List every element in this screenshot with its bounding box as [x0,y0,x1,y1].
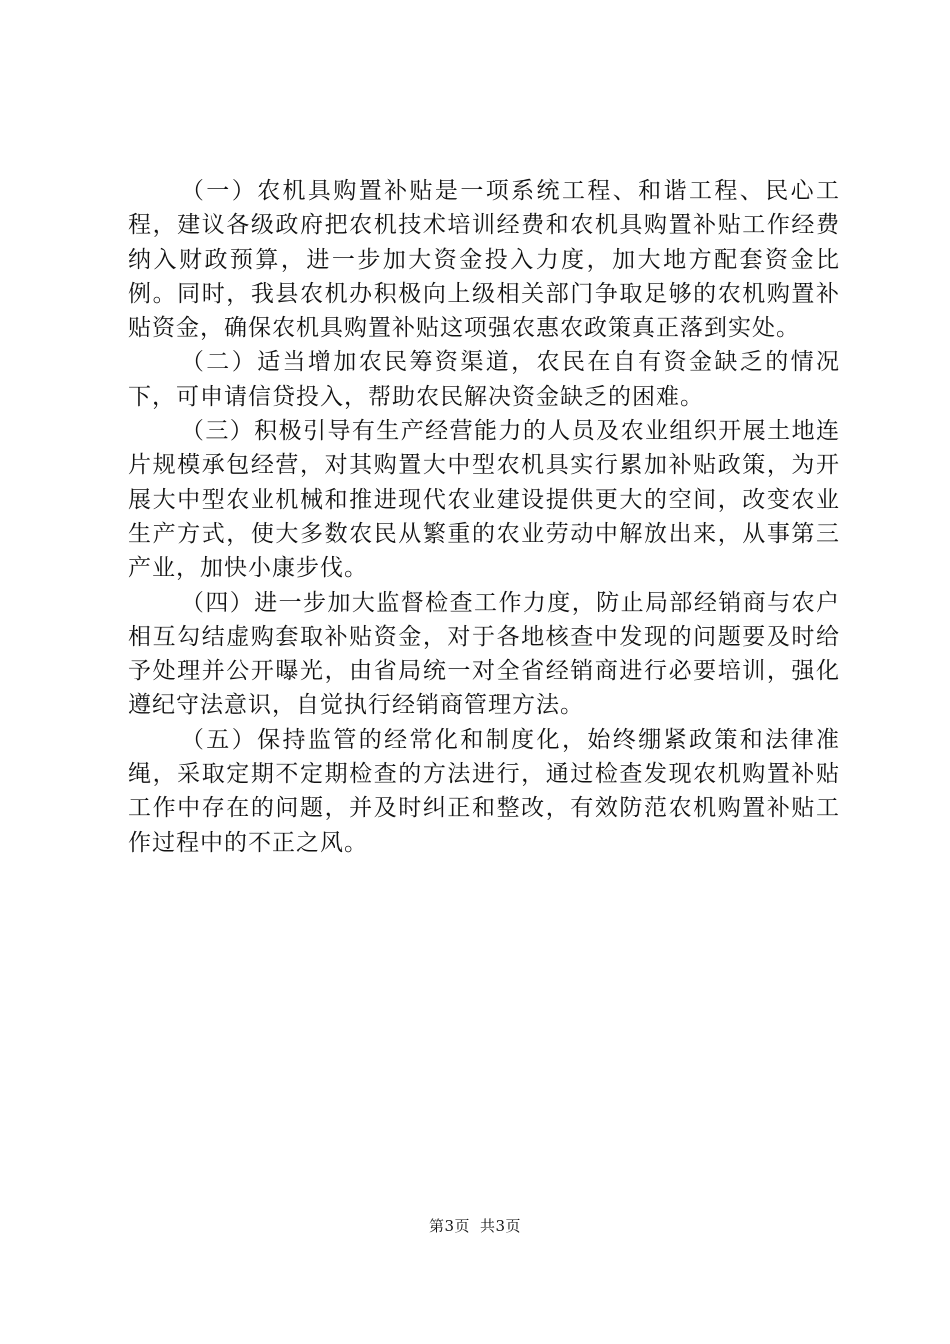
page-number: 第3页 [428,1217,470,1235]
document-body [128,174,840,860]
paragraph-5: （五）保持监管的经常化和制度化，始终绷紧政策和法律准绳，采取定期不定期检查的方法进行，通过检查发现农机购置补贴工作中存在的问题，并及时纠正和整改，有效防范农机购置补贴工作过程中的不正之风。 [128,726,840,856]
paragraph-3: （三）积极引导有生产经营能力的人员及农业组织开展土地连片规模承包经营，对其购置大中型农机具实行累加补贴政策，为开展大中型农业机械和推进现代农业建设提供更大的空间，改变农业生产方式，使大多数农民从繁重的农业劳动中解放出来，从事第三产业，加快小康步伐。 [128,418,840,582]
page-total: 共3页 [480,1217,522,1235]
paragraph-2: （二）适当增加农民筹资渠道，农民在自有资金缺乏的情况下，可申请信贷投入，帮助农民解决资金缺乏的困难。 [128,349,840,410]
paragraph-1: （一）农机具购置补贴是一项系统工程、和谐工程、民心工程，建议各级政府把农机技术培训经费和农机具购置补贴工作经费纳入财政预算，进一步加大资金投入力度，加大地方配套资金比例。同时，我县农机办积极向上级相关部门争取足够的农机购置补贴资金，确保农机具购置补贴这项强农惠农政策真正落到实处。 [128,178,840,342]
paragraph-4: （四）进一步加大监督检查工作力度，防止局部经销商与农户相互勾结虚购套取补贴资金，对于各地核查中发现的问题要及时给予处理并公开曝光，由省局统一对全省经销商进行必要培训，强化遵纪守法意识，自觉执行经销商管理方法。 [128,589,840,719]
page-footer [0,1216,950,1236]
